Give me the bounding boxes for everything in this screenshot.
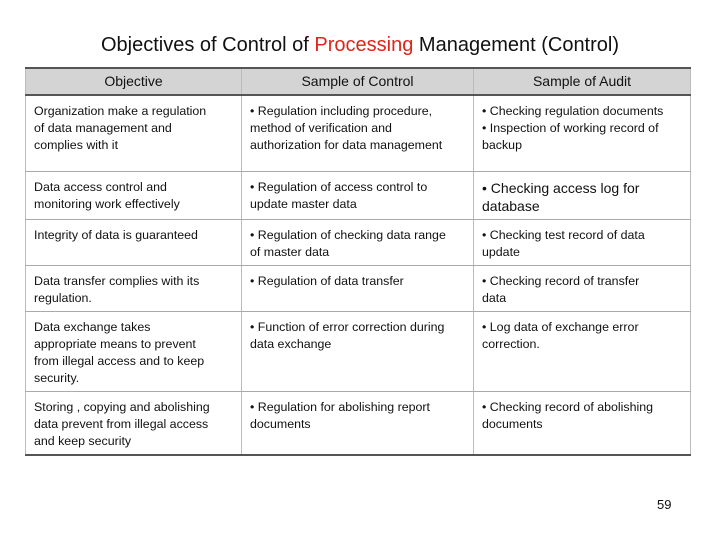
table-row bbox=[26, 311, 691, 391]
cell-line: data bbox=[482, 290, 507, 305]
cell-line: from illegal access and to keep bbox=[34, 353, 205, 368]
cell-line: documents bbox=[250, 416, 311, 431]
cell-line: appropriate means to prevent bbox=[34, 336, 196, 351]
control-cell bbox=[242, 265, 474, 311]
cell-line: • Regulation of checking data range bbox=[250, 227, 446, 242]
cell-line: • Regulation of data transfer bbox=[250, 273, 404, 288]
cell-line: regulation. bbox=[34, 290, 92, 305]
cell-line: complies with it bbox=[34, 138, 119, 152]
cell-line: security. bbox=[34, 370, 80, 385]
control-cell bbox=[242, 219, 474, 265]
cell-line: and keep security bbox=[34, 433, 132, 448]
cell-line: documents bbox=[482, 416, 543, 431]
audit-cell bbox=[474, 311, 691, 391]
audit-cell bbox=[474, 391, 691, 455]
cell-line: authorization for data management bbox=[250, 138, 443, 152]
cell-line: of data management and bbox=[34, 121, 172, 135]
cell-line: • Checking access log for bbox=[482, 179, 640, 196]
objective-cell bbox=[26, 265, 242, 311]
cell-line: • Regulation including procedure, bbox=[250, 104, 433, 118]
cell-line: Storing , copying and abolishing bbox=[34, 399, 210, 414]
cell-line: Data transfer complies with its bbox=[34, 273, 200, 288]
cell-line: • Regulation for abolishing report bbox=[250, 399, 430, 414]
control-cell bbox=[242, 95, 474, 171]
title-highlight-word: Processing bbox=[314, 34, 414, 56]
cell-line: database bbox=[482, 197, 540, 214]
cell-line: Data exchange takes bbox=[34, 319, 151, 334]
cell-line: update bbox=[482, 244, 520, 259]
header-sample-of-control: Sample of Control bbox=[242, 68, 474, 95]
objectives-table bbox=[25, 67, 691, 456]
audit-cell bbox=[474, 265, 691, 311]
page-number: 59 bbox=[657, 497, 672, 512]
audit-cell bbox=[474, 219, 691, 265]
table-row bbox=[26, 391, 691, 455]
table-row bbox=[26, 219, 691, 265]
cell-line: monitoring work effectively bbox=[34, 196, 180, 211]
cell-line: data exchange bbox=[250, 336, 332, 351]
cell-line: update master data bbox=[250, 196, 357, 211]
table-row bbox=[26, 171, 691, 219]
cell-line: • Checking regulation documents bbox=[482, 104, 664, 118]
cell-line: • Function of error correction during bbox=[250, 319, 445, 334]
cell-line: Organization make a regulation bbox=[34, 104, 207, 118]
cell-line: • Checking record of abolishing bbox=[482, 399, 654, 414]
cell-line: Data access control and bbox=[34, 179, 167, 194]
header-objective: Objective bbox=[26, 68, 242, 95]
objective-cell bbox=[26, 219, 242, 265]
audit-cell bbox=[474, 171, 691, 219]
control-cell bbox=[242, 391, 474, 455]
cell-line: • Checking record of transfer bbox=[482, 273, 640, 288]
cell-line: backup bbox=[482, 138, 522, 152]
title-text-end: Management (Control) bbox=[413, 34, 620, 56]
table-row bbox=[26, 265, 691, 311]
cell-line: • Regulation of access control to bbox=[250, 179, 428, 194]
cell-line: data prevent from illegal access bbox=[34, 416, 209, 431]
objective-cell bbox=[26, 311, 242, 391]
cell-line: • Log data of exchange error bbox=[482, 319, 639, 334]
control-cell bbox=[242, 311, 474, 391]
cell-line: Integrity of data is guaranteed bbox=[34, 227, 198, 242]
objective-cell bbox=[26, 391, 242, 455]
table-row bbox=[26, 95, 691, 171]
slide-title bbox=[0, 34, 720, 57]
audit-cell bbox=[474, 95, 691, 171]
objective-cell bbox=[26, 171, 242, 219]
cell-line: • Checking test record of data bbox=[482, 227, 645, 242]
cell-line: method of verification and bbox=[250, 121, 392, 135]
objective-cell bbox=[26, 95, 242, 171]
table-header-row bbox=[26, 68, 691, 95]
control-cell bbox=[242, 171, 474, 219]
cell-line: • Inspection of working record of bbox=[482, 121, 659, 135]
cell-line: of master data bbox=[250, 244, 330, 259]
title-text-start: Objectives of Control of bbox=[100, 34, 315, 56]
cell-line: correction. bbox=[482, 336, 540, 351]
header-sample-of-audit: Sample of Audit bbox=[474, 68, 691, 95]
